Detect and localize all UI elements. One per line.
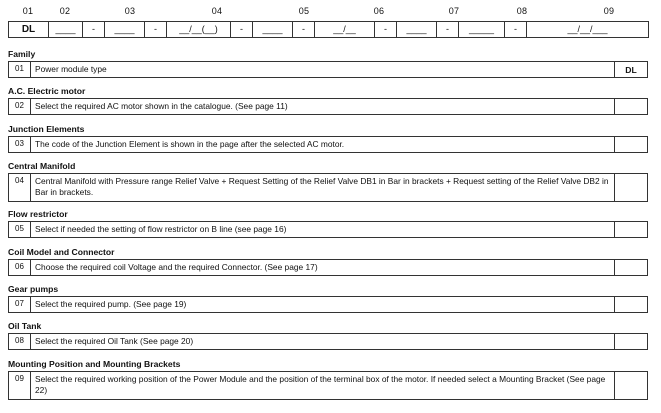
row-number: 09 bbox=[9, 372, 31, 399]
code-position-number: 02 bbox=[59, 6, 71, 16]
row-value bbox=[614, 137, 647, 152]
code-separator: - bbox=[231, 22, 253, 38]
section-title: Family bbox=[8, 49, 36, 59]
row-description: Power module type bbox=[35, 64, 107, 74]
code-position-number: 09 bbox=[603, 6, 615, 16]
section-title: Oil Tank bbox=[8, 321, 42, 331]
code-row bbox=[8, 136, 648, 153]
code-cell-blank: ____ bbox=[397, 22, 437, 38]
section-family bbox=[8, 48, 648, 78]
section-gear-pumps bbox=[8, 283, 648, 313]
code-position-number: 03 bbox=[124, 6, 136, 16]
row-description: Select the required working position of the Power Module and the position of the terminal box of the motor. If needed select a Mounting Bracket (See page 22) bbox=[35, 374, 606, 395]
row-value bbox=[614, 174, 647, 201]
row-number: 08 bbox=[9, 334, 31, 349]
code-separator: - bbox=[293, 22, 315, 38]
code-cell-family: DL bbox=[9, 22, 49, 38]
code-separator: - bbox=[375, 22, 397, 38]
row-number: 04 bbox=[9, 174, 31, 201]
row-number: 05 bbox=[9, 222, 31, 237]
code-separator: - bbox=[83, 22, 105, 38]
row-value bbox=[614, 372, 647, 399]
code-position-number: 05 bbox=[298, 6, 310, 16]
row-description: Select if needed the setting of flow restrictor on B line (see page 16) bbox=[35, 224, 287, 234]
section-mounting bbox=[8, 358, 648, 400]
row-number: 03 bbox=[9, 137, 31, 152]
code-cell-blank: __/__/___ bbox=[527, 22, 649, 38]
code-position-number: 06 bbox=[373, 6, 385, 16]
row-number: 02 bbox=[9, 99, 31, 114]
code-row bbox=[8, 98, 648, 115]
code-row bbox=[8, 296, 648, 313]
section-oil-tank bbox=[8, 320, 648, 350]
section-title: Central Manifold bbox=[8, 161, 76, 171]
section-title: Junction Elements bbox=[8, 124, 85, 134]
code-row bbox=[8, 61, 648, 78]
row-description: Select the required pump. (See page 19) bbox=[35, 299, 187, 309]
section-central-manifold bbox=[8, 160, 648, 202]
section-title: A.C. Electric motor bbox=[8, 86, 86, 96]
row-value bbox=[614, 297, 647, 312]
code-row bbox=[8, 173, 648, 202]
code-position-number: 07 bbox=[448, 6, 460, 16]
row-value bbox=[614, 99, 647, 114]
code-separator: - bbox=[505, 22, 527, 38]
code-position-number: 04 bbox=[211, 6, 223, 16]
section-title: Mounting Position and Mounting Brackets bbox=[8, 359, 181, 369]
section-junction-elements bbox=[8, 123, 648, 153]
section-ac-motor bbox=[8, 85, 648, 115]
ordering-code-strip bbox=[8, 21, 649, 38]
row-description: Central Manifold with Pressure range Relief Valve + Request Setting of the Relief Valve DB1 in Bar in brackets + Request setting of the Relief Valve DB2 in Bar in brackets. bbox=[35, 176, 609, 197]
row-description: The code of the Junction Element is shown in the page after the selected AC motor. bbox=[35, 139, 345, 149]
row-value bbox=[614, 260, 647, 275]
code-cell-blank: __/__(__) bbox=[167, 22, 231, 38]
row-description: Select the required AC motor shown in the catalogue. (See page 11) bbox=[35, 101, 288, 111]
section-flow-restrictor bbox=[8, 208, 648, 238]
code-cell-blank: ____ bbox=[105, 22, 145, 38]
row-value bbox=[614, 222, 647, 237]
row-number: 06 bbox=[9, 260, 31, 275]
section-title: Coil Model and Connector bbox=[8, 247, 115, 257]
code-separator: - bbox=[145, 22, 167, 38]
row-value bbox=[614, 334, 647, 349]
code-cell-blank: ____ bbox=[253, 22, 293, 38]
code-row bbox=[8, 221, 648, 238]
code-position-number: 01 bbox=[22, 6, 34, 16]
code-cell-blank: ____ bbox=[49, 22, 83, 38]
row-description: Select the required Oil Tank (See page 20) bbox=[35, 336, 194, 346]
row-number: 07 bbox=[9, 297, 31, 312]
code-position-numbers bbox=[8, 6, 648, 20]
code-separator: - bbox=[437, 22, 459, 38]
code-row bbox=[8, 259, 648, 276]
row-number: 01 bbox=[9, 62, 31, 77]
code-position-number: 08 bbox=[516, 6, 528, 16]
code-cell-blank: __/__ bbox=[315, 22, 375, 38]
row-value: DL bbox=[614, 62, 647, 77]
code-cell-blank: _____ bbox=[459, 22, 505, 38]
code-row bbox=[8, 333, 648, 350]
row-description: Choose the required coil Voltage and the required Connector. (See page 17) bbox=[35, 262, 318, 272]
section-title: Gear pumps bbox=[8, 284, 59, 294]
section-coil-connector bbox=[8, 246, 648, 276]
code-row bbox=[8, 371, 648, 400]
section-title: Flow restrictor bbox=[8, 209, 68, 219]
